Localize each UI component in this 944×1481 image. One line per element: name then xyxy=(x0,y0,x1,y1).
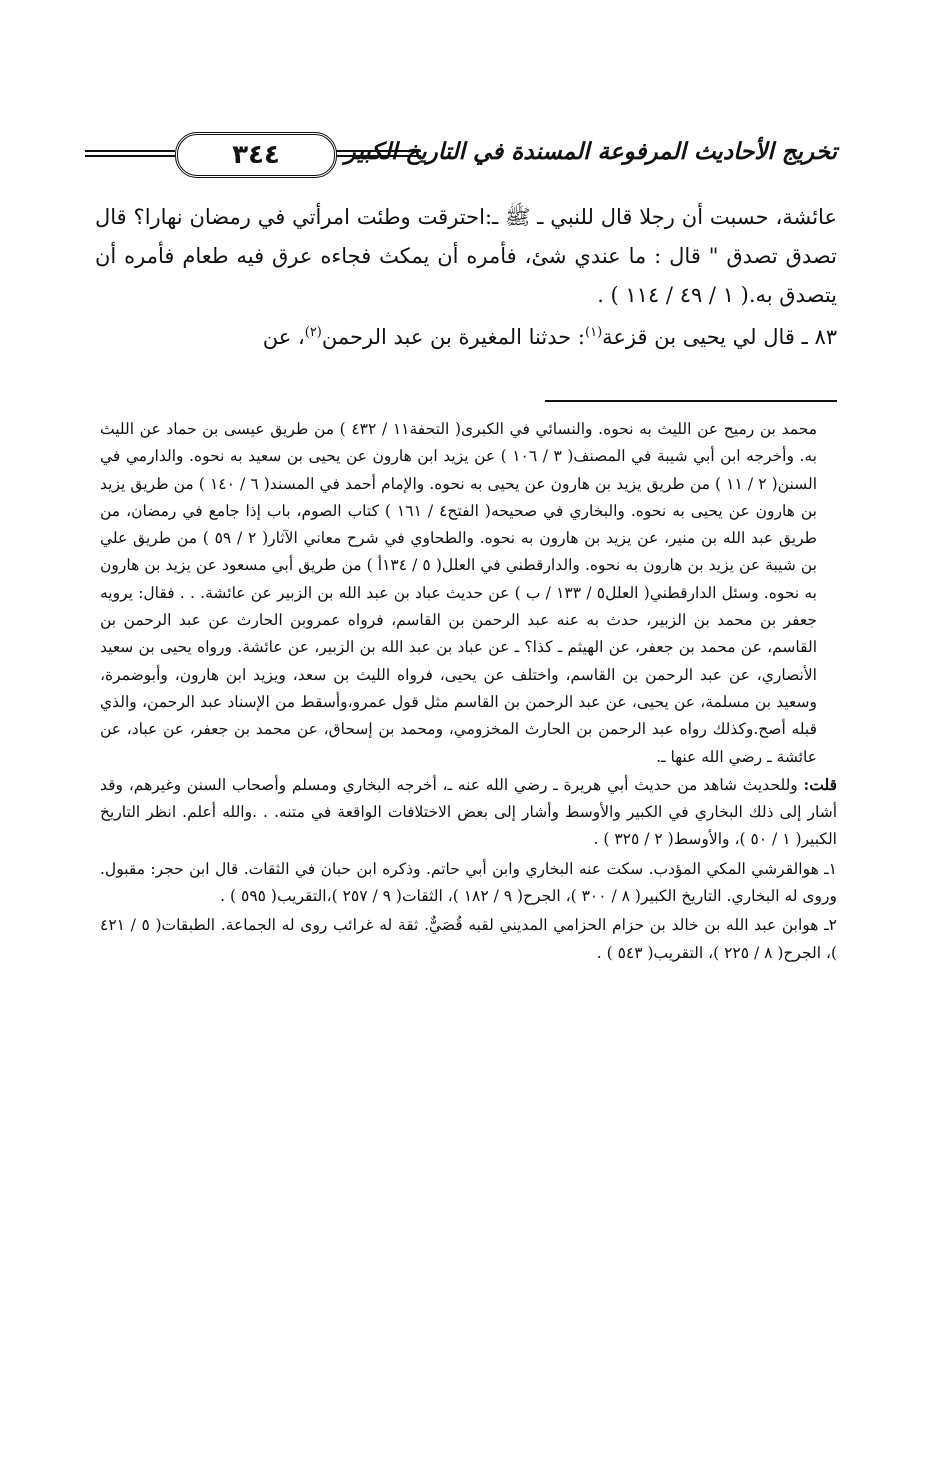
footnote-ref-1: (١) xyxy=(585,325,603,340)
hadith-83-intro: ٨٣ ـ قال لي يحيى بن قزعة xyxy=(602,325,837,349)
hadith-83-tail: ، عن xyxy=(262,325,305,349)
hadith-83-chain: : حدثنا المغيرة بن عبد الرحمن xyxy=(321,325,585,349)
page-number-badge: ٣٤٤ xyxy=(175,132,337,178)
footnote-2: ٢ـ هوابن عبد الله بن خالد بن حزام الحزامي المديني لقبه قُصَيٌّ. ثقة له غرائب روى له الجماعة. الطبقات( ٥ / ٤٢١ )، الجرح( ٨ / ٢٢٥ )، التقريب( ٥٤٣ ) . xyxy=(100,916,837,962)
footnote-ref-2: (٢) xyxy=(304,325,322,340)
footnote-1: ١ـ هوالقرشي المكي المؤدب. سكت عنه البخاري وابن أبي حاتم. وذكره ابن حبان في الثقات. قال ابن حجر: مقبول. وروى له البخاري. التاريخ الكبير( ٨ / ٣٠٠ )، الجرح( ٩ / ١٨٢ )، الثقات( ٩ / ٢٥٧ )،التقريب( ٥٩٥ ) . xyxy=(100,859,837,906)
header-rule-right-segment xyxy=(331,150,421,157)
footnotes xyxy=(100,416,837,967)
footnote-continuation: محمد بن رميح عن الليث به نحوه. والنسائي في الكبرى( التحفة١١ / ٤٣٢ ) من طريق عيسى بن حماد عن الليث به. وأخرجه ابن أبي شيبة في المصنف( ٣ / ١٠٦ ) عن يزيد ابن هارون عن يحيى بن سعيد به نحوه. والدارمي في السنن( ٢ / ١١ ) من طريق يزيد بن هارون عن يحيى به نحوه. والإمام أحمد في المسند( ٦ / ١٤٠ ) من طريق يزيد بن هارون عن يحيى به نحوه. والبخاري في صحيحه( الفتح٤ / ١٦١ ) كتاب الصوم، باب إذا جامع في رمضان، من طريق عبد الله بن منير، عن يزيد بن هارون به نحوه. والطحاوي في شرح معاني الآثار( ٢ / ٥٩ ) من طريق علي بن شيبة عن يزيد بن هارون به نحوه. والدارقطني في العلل( ٥ / ١٣٤أ ) من طريق أبي مسعود عن يزيد بن هارون به نحوه. وسئل الدارقطني( العلل٥ / ١٣٣ / ب ) عن حديث عباد بن عبد الله بن الزبير عن عائشة. . . فقال: يرويه جعفر بن محمد بن الزبير، حدث به عنه عبد الرحمن بن القاسم، فرواه عمروبن الحارث عن عبد الرحمن بن القاسم، عن محمد بن جعفر، عن الهيثم ـ كذا؟ ـ عن عباد بن عبد الله بن الزبير، عن عائشة. ورواه يحيى بن سعيد الأنصاري، عن عبد الرحمن بن القاسم، واختلف عن يحيى، فرواه الليث بن سعد، ويزيد ابن هارون، وأبوضمرة، وسعيد بن مسلمة، عن يحيى، عن عبد الرحمن بن القاسم مثل قول عمرو،وأسقط من الإسناد عبد الرحمن، والذي قبله أصح.وكذلك رواه عبد الرحمن بن الحارث المخزومي، ومحمد بن إسحاق، عن محمد بن جعفر، عن عباد، عن عائشة ـ رضي الله عنها ـ. xyxy=(100,420,818,766)
page-header xyxy=(85,130,837,186)
qult-label: قلت: xyxy=(803,774,837,794)
running-title: تخريج الأحاديث المرفوعة المسندة في التاريخ الكبير xyxy=(344,138,837,165)
main-paragraph: عائشة، حسبت أن رجلا قال للنبي ـ ﷺ ـ:احترقت وطئت امرأتي في رمضان نهارا؟ قال تصدق تصدق " قال : ما عندي شئ، فأمره أن يمكث فجاءه عرق فيه طعام فأمره أن يتصدق به.( ١ / ٤٩ / ١١٤ ) . xyxy=(95,205,837,307)
qult-text: وللحديث شاهد من حديث أبي هريرة ـ رضي الله عنه ـ، أخرجه البخاري ومسلم وأصحاب السنن وغيرهم، وقد أشار إلى ذلك البخاري في الكبير والأوسط وأشار إلى بعض الاختلافات الواقعة في متنه. . .والله أعلم. انظر التاريخ الكبير( ١ / ٥٠ )، والأوسط( ٢ / ٣٢٥ ) . xyxy=(100,775,837,849)
hadith-83 xyxy=(95,318,837,357)
header-rule-left-segment xyxy=(85,150,175,157)
footnote-divider xyxy=(545,400,837,402)
main-text xyxy=(95,198,837,357)
qult-note xyxy=(100,771,837,854)
